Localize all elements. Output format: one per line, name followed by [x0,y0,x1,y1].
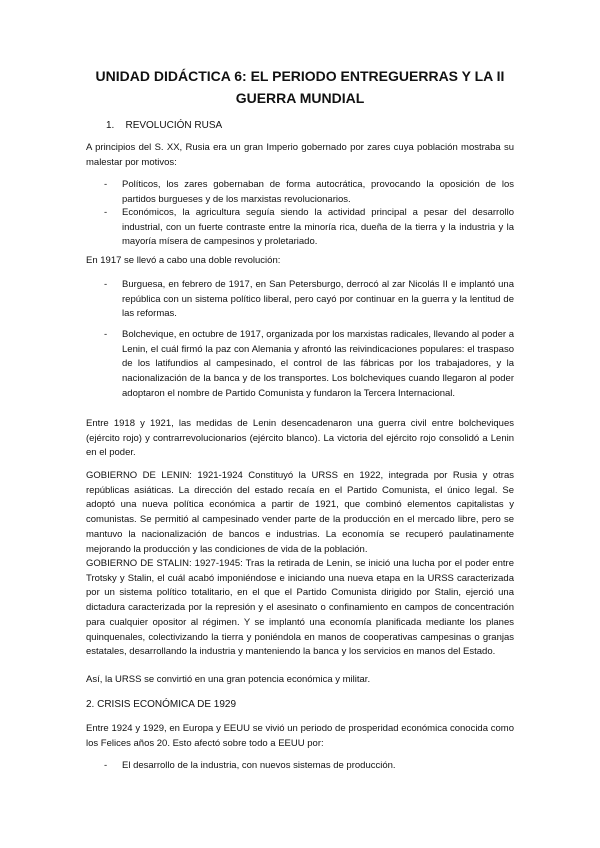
bullet: - [104,760,108,771]
list-item-motivo-economico [104,206,514,250]
list-item-text: El desarrollo de la industria, con nuevos sistemas de producción. [122,760,396,771]
bullet: - [104,179,108,190]
bullet: - [104,329,108,340]
section-heading-revolucion-rusa [106,118,406,134]
list-item-motivo-politico [104,178,514,207]
list-item-text: Políticos, los zares gobernaban de forma autocrática, provocando la oposición de los partidos burgueses y de los marxistas revolucionarios. [122,179,514,205]
list-item-text: Burguesa, en febrero de 1917, en San Petersburgo, derrocó al zar Nicolás II e implantó una república con un sistema político liberal, pero cayó por continuar en la guerra y la lentitud de las reformas. [122,279,514,320]
paragraph-guerra-civil: Entre 1918 y 1921, las medidas de Lenin desencadenaron una guerra civil entre bolcheviques (ejército rojo) y contrarrevolucionarios (ejército blanco). La victoria del ejército rojo consolidó a Lenin en el poder. [86,418,514,459]
paragraph-1917: En 1917 se llevó a cabo una doble revolución: [86,255,281,266]
list-item-causa-industria [104,759,514,774]
section-heading-crisis-1929: 2. CRISIS ECONÓMICA DE 1929 [86,699,237,710]
bullet: - [104,207,108,218]
paragraph-gobierno-stalin: GOBIERNO DE STALIN: 1927-1945: Tras la retirada de Lenin, se inició una lucha por el poder entre Trotsky y Stalin, el cuál acabó imponiéndose e iniciando una nueva etapa en la URSS caracterizada por un sistema político totalitario, en el que el Partido Comunista dirigido por Stalin, ejerció una dictadura caracterizada por la represión y el asesinato o confinamiento en campos de concentración para cualquier opositor al régimen. Y se implantó una economía planificada mediante los planes quinquenales, colectivizando la tierra y poniéndola en manos de cooperativas campesinas o granjas estatales, desarrollando la industria y manteniendo la banca y los servicios en manos del Estado. [86,558,514,658]
list-item-revolucion-burguesa [104,278,514,322]
paragraph-asi: Así, la URSS se convirtió en una gran potencia económica y militar. [86,674,371,685]
document-title: UNIDAD DIDÁCTICA 6: EL PERIODO ENTREGUERRAS Y LA II GUERRA MUNDIAL [95,68,505,106]
paragraph-intro: A principios del S. XX, Rusia era un gran Imperio gobernado por zares cuya población mostraba su malestar por motivos: [86,142,514,168]
list-item-text: Económicos, la agricultura seguía siendo la actividad principal a pesar del desarrollo industrial, con un fuerte contraste entre la minoría rica, dueña de la tierra y la industria y la mayoría mísera de campesinos y proletariado. [122,207,514,248]
paragraph-1924: Entre 1924 y 1929, en Europa y EEUU se vivió un periodo de prosperidad económica conocida como los Felices años 20. Esto afectó sobre todo a EEUU por: [86,723,514,749]
list-item-revolucion-bolchevique [104,328,514,402]
section-number: 1. [106,120,115,131]
section-label: REVOLUCIÓN RUSA [125,120,223,131]
list-item-text: Bolchevique, en octubre de 1917, organizada por los marxistas radicales, llevando al poder a Lenin, el cuál firmó la paz con Alemania y afrontó las reivindicaciones populares: el traspaso de los latifundios al campesinado, el control de las fábricas por los trabajadores, y la nacionalización de la banca y de los transportes. Los bolcheviques cuando llegaron al poder adoptaron el nombre de Partido Comunista y fundaron la Tercera Internacional. [122,329,514,399]
bullet: - [104,279,108,290]
paragraph-gobierno-lenin: GOBIERNO DE LENIN: 1921-1924 Constituyó la URSS en 1922, integrada por Rusia y otras repúblicas asiáticas. La dirección del estado recaía en el Partido Comunista, el único legal. Se adoptó una nueva política económica a partir de 1921, que combinó elementos capitalistas y comunistas. Se permitió al campesinado vender parte de la producción en el mercado libre, pero se mantuvo la nacionalización de bancos e industrias. La economía se recuperó paulatinamente mejorando la producción y las condiciones de vida de la población. [86,470,514,555]
